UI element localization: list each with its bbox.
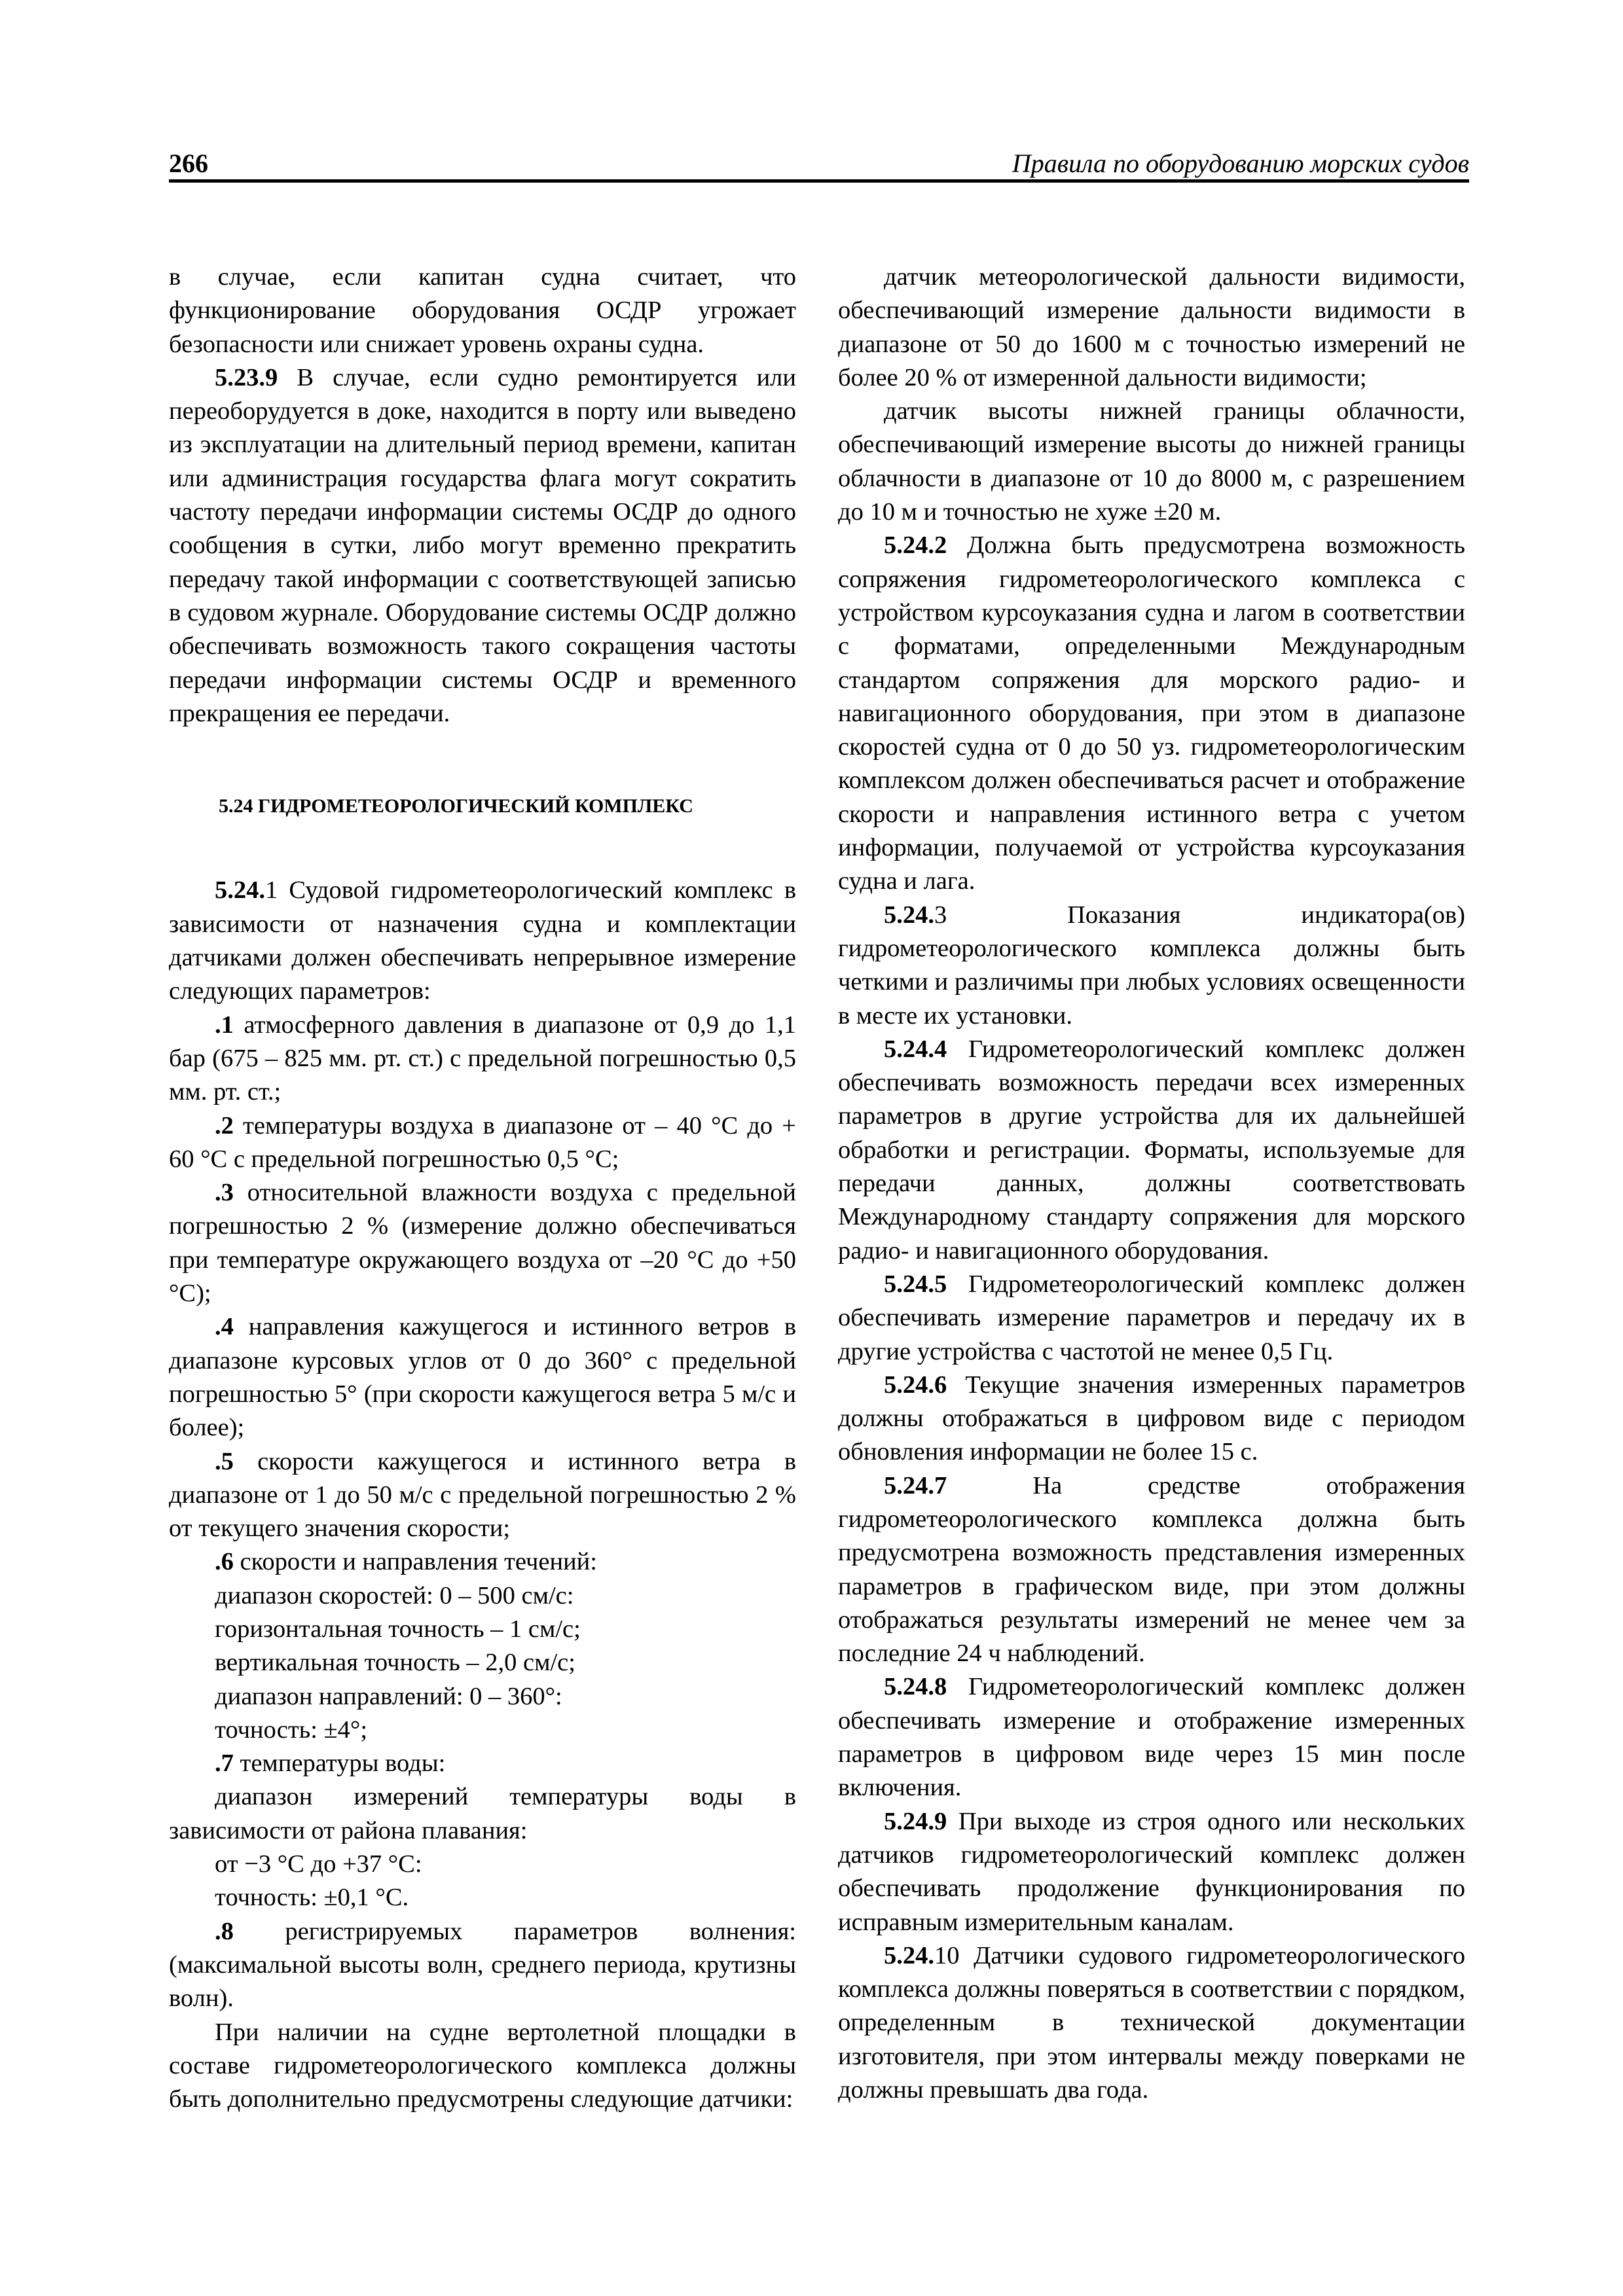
paragraph-text: В случае, если судно ремонтируется или переоборудуется в доке, находится в порту или выведено из эксплуатации на длительный период времени, капитан или администрация государства флага могут сократить частоту передачи информации системы ОСДР до одного сообщения в сутки, либо могут временно прекратить передачу такой информации с соответствующей записью в судовом журнале. Оборудование системы ОСДР должно обеспечивать возможность такого сокращения частоты передачи информации системы ОСДР и временного прекращения ее передачи. bbox=[169, 363, 796, 727]
page-number: 266 bbox=[169, 149, 208, 178]
item-number: .2 bbox=[215, 1111, 234, 1139]
clause-number: 5.23.9 bbox=[215, 363, 278, 391]
item-text: температуры воды: bbox=[233, 1749, 446, 1778]
item-number: .3 bbox=[215, 1179, 234, 1207]
paragraph: в случае, если капитан судна считает, что функционирование оборудования ОСДР угрожает безопасности или снижает уровень охраны судна. bbox=[169, 263, 796, 358]
clause-number: 5.24. bbox=[884, 1941, 934, 1969]
list-subline: от −3 °С до +37 °С: bbox=[215, 1850, 422, 1878]
paragraph-5-23-9 bbox=[169, 361, 796, 730]
item-text: скорости и направления течений: bbox=[233, 1548, 597, 1576]
paragraph-cloud-sensor: датчик высоты нижней границы облачности, обеспечивающий измерение высоты до нижней границы облачности в диапазоне от 10 до 8000 м, с разрешением до 10 м и точностью не хуже ±20 м. bbox=[838, 397, 1465, 526]
paragraph-visibility-sensor: датчик метеорологической дальности видимости, обеспечивающий измерение дальности видимости в диапазоне от 50 до 1600 м с точностью измерений не более 20 % от измеренной дальности видимости; bbox=[838, 263, 1465, 391]
paragraph-text: На средстве отображения гидрометеорологического комплекса должна быть предусмотрена возможность представления измеренных параметров в графическом виде, при этом должны отображаться результаты измерений не менее чем за последние 24 ч наблюдений. bbox=[838, 1471, 1465, 1668]
paragraph-5-24-5 bbox=[838, 1268, 1465, 1369]
list-subline: диапазон скоростей: 0 – 500 см/с: bbox=[215, 1581, 574, 1609]
paragraph-5-24-1 bbox=[169, 874, 796, 1008]
clause-number: 5.24.2 bbox=[884, 531, 947, 560]
paragraph-text: 1 Судовой гидрометеорологический комплекс в зависимости от назначения судна и комплектации датчиками должен обеспечивать непрерывное измерение следующих параметров: bbox=[169, 876, 796, 1005]
list-subline: точность: ±0,1 °С. bbox=[215, 1884, 409, 1912]
paragraph-5-24-2 bbox=[838, 529, 1465, 898]
list-item-1 bbox=[169, 1009, 796, 1109]
list-item-4 bbox=[169, 1310, 796, 1444]
list-item-5 bbox=[169, 1445, 796, 1546]
clause-number: 5.24. bbox=[884, 901, 934, 929]
clause-number: 5.24.6 bbox=[884, 1371, 947, 1399]
list-item-8 bbox=[169, 1915, 796, 2016]
clause-number: 5.24.8 bbox=[884, 1673, 947, 1701]
clause-number: 5.24. bbox=[215, 876, 265, 905]
item-text: относительной влажности воздуха с предельной погрешностью 2 % (измерение должно обеспечиваться при температуре окружающего воздуха от –20 °С до +50 °С); bbox=[169, 1179, 796, 1308]
list-item-7 bbox=[169, 1747, 796, 1780]
item-text: атмосферного давления в диапазоне от 0,9 до 1,1 бар (675 – 825 мм. рт. ст.) с предельной погрешностью 0,5 мм. рт. ст.; bbox=[169, 1011, 796, 1106]
section-heading: 5.24 ГИДРОМЕТЕОРОЛОГИЧЕСКИЙ КОМПЛЕКС bbox=[219, 795, 693, 817]
item-number: .8 bbox=[215, 1917, 234, 1945]
paragraph-5-24-8 bbox=[838, 1670, 1465, 1804]
paragraph-5-24-3 bbox=[838, 899, 1465, 1033]
list-subline: диапазон направлений: 0 – 360°: bbox=[215, 1682, 562, 1710]
list-subline: горизонтальная точность – 1 см/с; bbox=[215, 1615, 581, 1643]
list-subline: вертикальная точность – 2,0 см/с; bbox=[215, 1649, 575, 1677]
clause-number: 5.24.4 bbox=[884, 1035, 947, 1063]
left-column bbox=[169, 260, 796, 2116]
item-text: направления кажущегося и истинного ветров в диапазоне курсовых углов от 0 до 360° с предельной погрешностью 5° (при скорости кажущегося ветра 5 м/с и более); bbox=[169, 1313, 796, 1442]
paragraph-5-24-9 bbox=[838, 1805, 1465, 1939]
paragraph-5-24-7 bbox=[838, 1469, 1465, 1671]
page-header bbox=[169, 145, 1469, 182]
header-rule bbox=[169, 179, 1469, 183]
item-number: .1 bbox=[215, 1011, 234, 1039]
paragraph-5-24-10 bbox=[838, 1939, 1465, 2107]
list-item-2 bbox=[169, 1109, 796, 1177]
list-subline: диапазон измерений температуры воды в зависимости от района плавания: bbox=[169, 1783, 796, 1844]
item-number: .6 bbox=[215, 1548, 234, 1576]
paragraph-text: Гидрометеорологический комплекс должен обеспечивать возможность передачи всех измеренных параметров в другие устройства для их дальнейшей обработки и регистрации. Форматы, используемые для передачи данных, должны соответствовать Международному стандарту сопряжения для морского радио- и навигационного оборудования. bbox=[838, 1035, 1465, 1265]
clause-number: 5.24.5 bbox=[884, 1270, 947, 1298]
item-text: скорости кажущегося и истинного ветра в диапазоне от 1 до 50 м/с с предельной погрешностью 2 % от текущего значения скорости; bbox=[169, 1447, 796, 1543]
running-title: Правила по оборудованию морских судов bbox=[1012, 149, 1469, 178]
paragraph-text: 10 Датчики судового гидрометеорологического комплекса должны поверяться в соответствии с порядком, определенным в технической документации изготовителя, при этом интервалы между поверками не должны превышать два года. bbox=[838, 1941, 1465, 2104]
list-item-3 bbox=[169, 1176, 796, 1310]
list-item-6 bbox=[169, 1545, 796, 1579]
paragraph-text: Гидрометеорологический комплекс должен обеспечивать измерение параметров и передачу их в другие устройства с частотой не менее 0,5 Гц. bbox=[838, 1270, 1465, 1365]
item-number: .4 bbox=[215, 1313, 234, 1341]
paragraph-text: 3 Показания индикатора(ов) гидрометеорологического комплекса должны быть четкими и различимы при любых условиях освещенности в месте их установки. bbox=[838, 901, 1465, 1030]
paragraph-5-24-6 bbox=[838, 1369, 1465, 1469]
paragraph-text: Текущие значения измеренных параметров должны отображаться в цифровом виде с периодом обновления информации не более 15 с. bbox=[838, 1371, 1465, 1466]
item-text: температуры воздуха в диапазоне от – 40 °С до + 60 °С с предельной погрешностью 0,5 °С; bbox=[169, 1111, 796, 1173]
paragraph-text: Гидрометеорологический комплекс должен обеспечивать измерение и отображение измеренных параметров в цифровом виде через 15 мин после включения. bbox=[838, 1673, 1465, 1802]
clause-number: 5.24.7 bbox=[884, 1471, 947, 1499]
clause-number: 5.24.9 bbox=[884, 1807, 947, 1835]
item-number: .5 bbox=[215, 1447, 234, 1475]
item-text: регистрируемых параметров волнения: (максимальной высоты волн, среднего периода, крутизны волн). bbox=[169, 1917, 796, 2013]
paragraph-helideck: При наличии на судне вертолетной площадки в составе гидрометеорологического комплекса должны быть дополнительно предусмотрены следующие датчики: bbox=[169, 2018, 796, 2113]
right-column bbox=[838, 260, 1465, 2107]
item-number: .7 bbox=[215, 1749, 234, 1778]
paragraph-text: Должна быть предусмотрена возможность сопряжения гидрометеорологического комплекса с устройством курсоуказания судна и лагом в соответствии с форматами, определенными Международным стандартом сопряжения для морского радио- и навигационного оборудования, при этом в диапазоне скоростей судна от 0 до 50 уз. гидрометеорологическим комплексом должен обеспечиваться расчет и отображение скорости и направления истинного ветра с учетом информации, получаемой от устройства курсоуказания судна и лага. bbox=[838, 531, 1465, 895]
list-subline: точность: ±4°; bbox=[215, 1715, 368, 1744]
paragraph-text: При выходе из строя одного или нескольких датчиков гидрометеорологический комплекс должен обеспечивать продолжение функционирования по исправным измерительным каналам. bbox=[838, 1807, 1465, 1936]
paragraph-5-24-4 bbox=[838, 1033, 1465, 1268]
